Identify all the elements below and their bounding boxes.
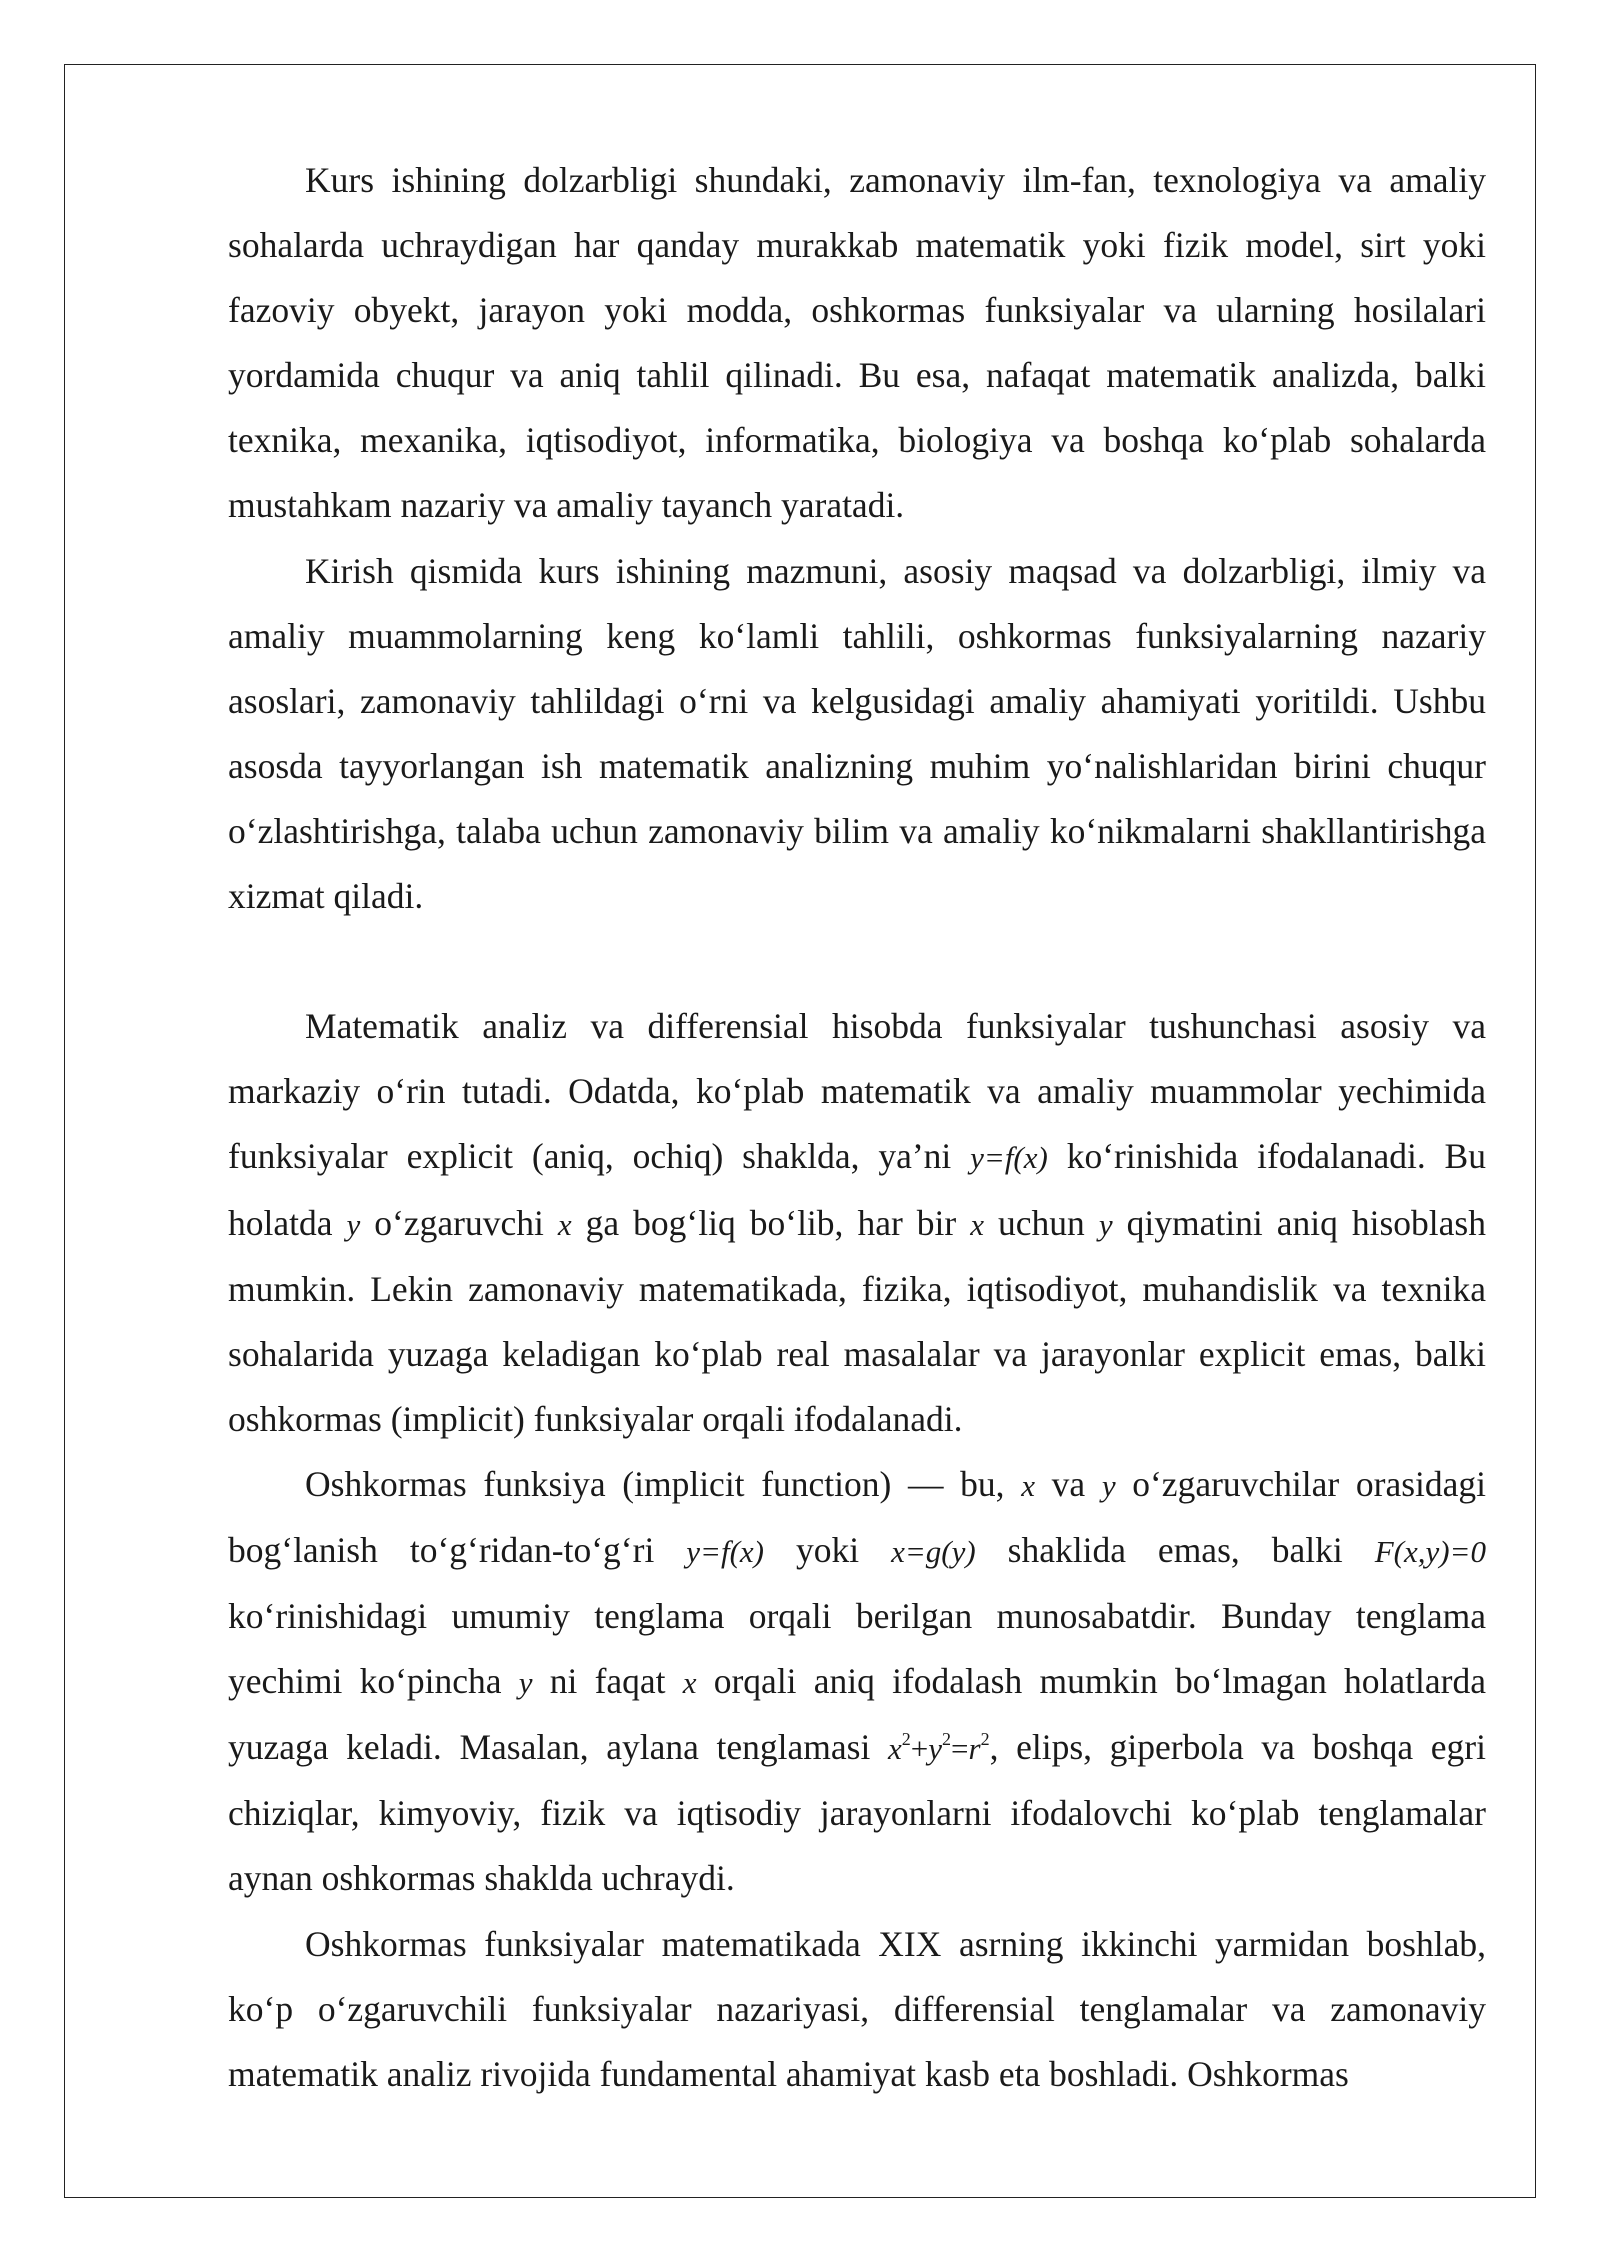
text-run: o‘zgaruvchi [360,1202,558,1243]
formula-circle-equation [888,1731,990,1766]
text-run: Oshkormas funksiya (implicit function) — bu, [305,1463,1022,1504]
math-variable: y [346,1206,361,1242]
text-run: ko‘rinishida ifodalanadi. Bu holatda [228,1136,1486,1243]
formula-inverse: x=g(y) [891,1533,976,1569]
paragraph-history: Oshkormas funksiyalar matematikada XIX asrning ikkinchi yarmidan boshlab, ko‘p o‘zgaruvchili funksiyalar nazariyasi, differensial tenglamalar va zamonaviy matematik analiz rivojida fundamental ahamiyat kasb eta boshladi. Oshkormas [228,1923,1486,2094]
math-variable: x [557,1206,572,1242]
paragraph-implicit-definition [228,1452,1486,1912]
text-run: yoki [764,1529,892,1570]
text-run: o‘zgaruvchilar orasidagi bog‘lanish to‘g‘ridan-to‘g‘ri [228,1463,1486,1570]
math-operator: + [910,1731,929,1767]
math-variable: r [968,1731,981,1767]
formula-implicit: F(x,y)=0 [1374,1533,1486,1569]
text-run: ga bog‘liq bo‘lib, har bir [571,1202,971,1243]
document-body [228,148,1486,2107]
text-run: uchun [984,1202,1099,1243]
text-run: qiymatini aniq hisoblash mumkin. Lekin zamonaviy matematikada, fizika, iqtisodiyot, muhandislik va texnika sohalarida yuzaga keladigan ko‘plab real masalalar va jarayonlar explicit emas, balki oshkormas (implicit) funksiyalar orqali ifodalanadi. [228,1202,1486,1439]
exponent: 2 [901,1729,911,1750]
math-variable: x [1021,1467,1035,1503]
text-run: orqali aniq ifodalash mumkin bo‘lmagan holatlarda yuzaga keladi. Masalan, aylana tenglamasi [228,1661,1486,1768]
text-run: ko‘rinishidagi umumiy tenglama orqali berilgan munosabatdir. Bunday tenglama yechimi ko‘pincha [228,1596,1486,1702]
paragraph-explicit-functions [228,994,1486,1452]
math-variable: x [682,1665,697,1701]
paragraph-introduction: Kirish qismida kurs ishining mazmuni, asosiy maqsad va dolzarbligi, ilmiy va amaliy muammolarning keng ko‘lamli tahlili, oshkormas funksiyalarning nazariy asoslari, zamonaviy tahlildagi o‘rni va kelgusidagi amaliy ahamiyati yoritildi. Ushbu asosda tayyorlangan ish matematik analizning muhim yo‘nalishlaridan birini chuqur o‘zlashtirishga, talaba uchun zamonaviy bilim va amaliy ko‘nikmalarni shakllantirishga xizmat qiladi. [228,550,1486,917]
text-run: ni faqat [532,1661,683,1702]
blank-line [228,929,1486,994]
formula-explicit: y=f(x) [686,1533,764,1569]
math-variable: x [887,1731,902,1767]
math-variable: x [970,1206,985,1242]
math-variable: y [518,1665,533,1701]
formula-explicit: y=f(x) [970,1140,1048,1176]
text-run: , elips, giperbola va boshqa egri chiziqlar, kimyoviy, fizik va iqtisodiy jarayonlarni ifodalovchi ko‘plab tenglamalar aynan oshkormas shaklda uchraydi. [228,1727,1486,1899]
exponent: 2 [980,1729,990,1750]
exponent: 2 [942,1729,951,1750]
text-run: shaklida emas, balki [975,1529,1375,1570]
math-variable: y [1101,1467,1116,1503]
math-variable: y [928,1731,942,1767]
text-run: va [1034,1463,1102,1504]
text-run: Matematik analiz va differensial hisobda funksiyalar tushunchasi asosiy va markaziy o‘rin tutadi. Odatda, ko‘plab matematik va amaliy muammolar yechimida funksiyalar explicit (aniq, ochiq) shaklda, ya’ni [228,1006,1486,1177]
math-operator: = [951,1731,969,1767]
paragraph-relevance: Kurs ishining dolzarbligi shundaki, zamonaviy ilm-fan, texnologiya va amaliy sohalarda uchraydigan har qanday murakkab matematik yoki fizik model, sirt yoki fazoviy obyekt, jarayon yoki modda, oshkormas funksiyalar va ularning hosilalari yordamida chuqur va aniq tahlil qilinadi. Bu esa, nafaqat matematik analizda, balki texnika, mexanika, iqtisodiyot, informatika, biologiya va boshqa ko‘plab sohalarda mustahkam nazariy va amaliy tayanch yaratadi. [228,160,1486,526]
math-variable: y [1098,1206,1113,1242]
